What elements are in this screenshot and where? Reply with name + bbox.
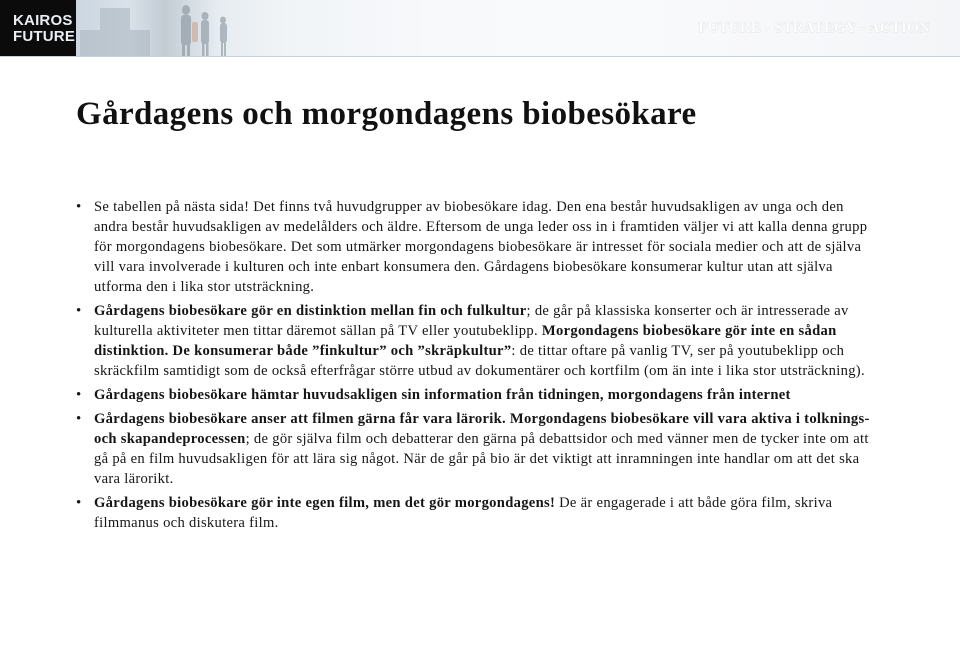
bullet-text: ; de gör själva film och debatterar den gärna på debattsidor och med vänner men de tycker inte om att gå på en film huvudsakligen för att lära sig något. När de går på bio är det viktigt att inramningen inte handlar om att det ska vara lärorikt. (94, 431, 869, 487)
bullet-item (76, 301, 876, 381)
kairos-future-logo (0, 0, 76, 56)
header-band (0, 0, 960, 56)
bullet-item (76, 493, 876, 533)
bullet-dot-icon: • (76, 303, 82, 319)
bullet-bold-text: Gårdagens biobesökare gör inte egen film, men det gör morgondagens! (94, 495, 556, 511)
bullet-dot-icon: • (76, 495, 82, 511)
people-silhouettes-image (80, 0, 250, 56)
bullet-text: : de tittar oftare på vanlig TV, ser på youtubeklipp och skräckfilm samtidigt som de också efterfrågar större utbud av dokumentärer och kortfilm (om än inte i lika stor utsträckning). (94, 343, 865, 379)
bullet-text: De är engagerade i att både göra film, skriva filmmanus och diskutera film. (94, 495, 833, 531)
header-divider (0, 56, 960, 57)
bullet-dot-icon: • (76, 387, 82, 403)
bullet-dot-icon: • (76, 411, 82, 427)
bullet-text: ; de går på klassiska konserter och är intresserade av kulturella aktiviteter men tittar däremot sällan på TV eller youtubeklipp. (94, 303, 849, 339)
header-tagline: FUTURE - STRATEGY - ACTION (698, 20, 930, 36)
logo-text-line1: KAIROS (13, 12, 73, 29)
bullet-bold-text: Gårdagens biobesökare hämtar huvudsakligen sin information från tidningen, morgondagens från internet (94, 387, 791, 403)
bullet-bold-text: Gårdagens biobesökare anser att filmen gärna får vara lärorik. Morgondagens biobesökare vill vara aktiva i tolknings- och skapandeprocessen (94, 411, 870, 447)
bullet-item (76, 197, 876, 297)
page-title: Gårdagens och morgondagens biobesökare (76, 96, 697, 132)
bullet-text: Se tabellen på nästa sida! Det finns två huvudgrupper av biobesökare idag. Den ena består huvudsakligen av unga och den andra består huvudsakligen av medelålders och äldre. Eftersom de unga leder oss in i framtiden väljer vi att kalla denna grupp för morgondagens biobesökare. Det som utmärker morgondagens biobesökare är intresset för sociala medier och att de själva vill vara involverade i kulturen och inte enbart konsumera den. Gårdagens biobesökare konsumerar kultur utan att själva utforma den i lika stor utsträckning. (94, 199, 868, 295)
bullet-item (76, 409, 876, 489)
bullet-dot-icon: • (76, 199, 82, 215)
bullet-item (76, 385, 876, 405)
bullet-bold-text: Gårdagens biobesökare gör en distinktion mellan fin och fulkultur (94, 303, 527, 319)
bullet-bold-text: Morgondagens biobesökare gör inte en sådan distinktion. De konsumerar både ”finkultur” och ”skräpkultur” (94, 323, 837, 359)
logo-text-line2: FUTURE (13, 28, 76, 45)
bullet-list (76, 197, 876, 537)
